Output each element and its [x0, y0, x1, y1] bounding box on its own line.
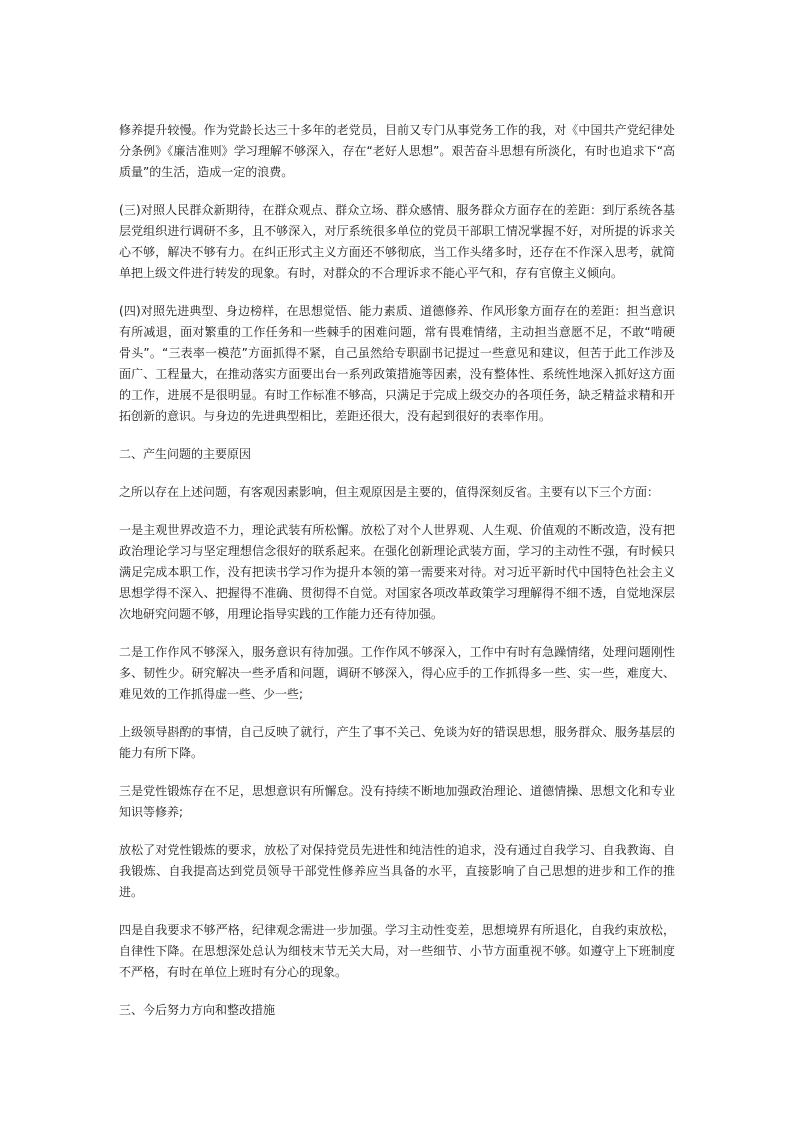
- paragraph-cause-four: 四是自我要求不够严格，纪律观念需进一步加强。学习主动性变差，思想境界有所退化，自我约束放松，自律性下降。在思想深处总认为细枝末节无关大局，对一些细节、小节方面重视不够。如遵守上下班制度不严格，有时在单位上班时有分心的现象。: [119, 923, 675, 979]
- section-heading-measures: 三、今后努力方向和整改措施: [119, 1003, 276, 1017]
- paragraph-cause-one: 一是主观世界改造不力，理论武装有所松懈。放松了对个人世界观、人生观、价值观的不断改造，没有把政治理论学习与坚定理想信念很好的联系起来。在强化创新理论武装方面，学习的主动性不强，有时候只满足完成本职工作，没有把读书学习作为提升本领的第一需要来对待。对习近平新时代中国特色社会主义思想学得不深入、把握得不准确、贯彻得不自觉。对国家各项改革政策学习理解得不细不透，自觉地深层次地研究问题不够，用理论指导实践的工作能力还有待加强。: [119, 523, 675, 621]
- paragraph-cause-three: 三是党性锻炼存在不足，思想意识有所懈怠。没有持续不断地加强政治理论、道德情操、思想文化和专业知识等修养;: [119, 784, 675, 819]
- paragraph-cause-two-continued: 上级领导斟酌的事情，自己反映了就行，产生了事不关己、免谈为好的错误思想，服务群众、服务基层的能力有所下降。: [119, 725, 675, 760]
- paragraph-item-four: (四)对照先进典型、身边榜样，在思想觉悟、能力素质、道德修养、作风形象方面存在的差距：担当意识有所减退，面对繁重的工作任务和一些棘手的困难问题，常有畏难情绪，主动担当意愿不足，不敢“啃硬骨头”。“三表率一模范”方面抓得不紧，自己虽然给专职副书记提过一些意见和建议，但苦于此工作涉及面广、工程量大，在推动落实方面要出台一系列政策措施等因素，没有整体性、系统性地深入抓好这方面的工作，进展不是很明显。有时工作标准不够高，只满足于完成上级交办的各项任务，缺乏精益求精和开拓创新的意识。与身边的先进典型相比，差距还很大，没有起到很好的表率作用。: [119, 304, 675, 423]
- paragraph-item-three: (三)对照人民群众新期待，在群众观点、群众立场、群众感情、服务群众方面存在的差距：到厅系统各基层党组织进行调研不多，且不够深入，对厅系统很多单位的党员干部职工情况掌握不好，对所提的诉求关心不够，解决不够有力。在纠正形式主义方面还不够彻底，当工作头绪多时，还存在不作深入思考，就简单把上级文件进行转发的现象。有时，对群众的不合理诉求不能心平气和，存有官僚主义倾向。: [119, 203, 675, 280]
- paragraph-causes-intro: 之所以存在上述问题，有客观因素影响，但主观原因是主要的，值得深刻反省。主要有以下三个方面：: [119, 485, 660, 499]
- paragraph-cause-three-continued: 放松了对党性锻炼的要求，放松了对保持党员先进性和纯洁性的追求，没有通过自我学习、自我教诲、自我锻炼、自我提高达到党员领导干部党性修养应当具备的水平，直接影响了自己思想的进步和工作的推进。: [119, 843, 675, 899]
- section-heading-causes: 二、产生问题的主要原因: [119, 447, 252, 461]
- document-body: [119, 120, 675, 1038]
- paragraph-cause-two: 二是工作作风不够深入，服务意识有待加强。工作作风不够深入，工作中有时有急躁情绪，处理问题刚性多、韧性少。研究解决一些矛盾和问题，调研不够深入，得心应手的工作抓得多一些、实一些，难度大、难见效的工作抓得虚一些、少一些;: [119, 645, 675, 701]
- paragraph-intro-continuation: 修养提升较慢。作为党龄长达三十多年的老党员，目前又专门从事党务工作的我，对《中国共产党纪律处分条例》《廉洁准则》学习理解不够深入，存在“老好人思想”。艰苦奋斗思想有所淡化，有时也追求下“高质量”的生活，造成一定的浪费。: [119, 123, 675, 179]
